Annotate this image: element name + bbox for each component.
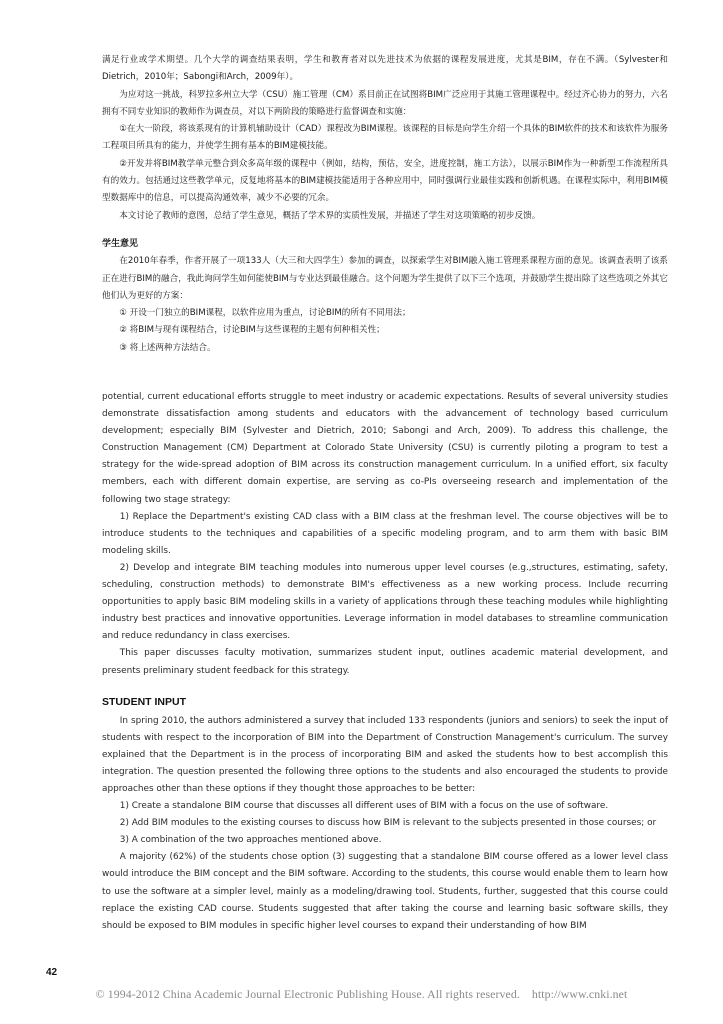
chinese-section bbox=[102, 52, 668, 225]
section-heading-student-input: STUDENT INPUT bbox=[102, 695, 186, 708]
en-paragraph: A majority (62%) of the students chose option (3) suggesting that a standalone BIM course offered as a lower level class would introduce the BIM concept and the BIM software. According to the students, this course would enable them to learn how to use the software at a simpler level, mainly as a modeling/drawing tool. Students, further, suggested that this course could replace the existing CAD course. Students suggested that after taking the course and learning basic software skills, they should be exposed to BIM modules in specific higher level courses to expand their understanding of how BIM bbox=[102, 852, 668, 931]
zh-paragraph: ①在大一阶段，将该系现有的计算机辅助设计（CAD）课程改为BIM课程。该课程的目标是向学生介绍一个具体的BIM软件的技术和该软件为服务工程项目所具有的能力，并使学生拥有基本的BIM建模技能。 bbox=[102, 124, 668, 152]
zh-paragraph: 满足行业或学术期望。几个大学的调查结果表明，学生和教育者对以先进技术为依据的课程发展进度，尤其是BIM，存在不满。（Sylvester和Dietrich，2010年；Sabongi和Arch，2009年）。 bbox=[102, 55, 668, 83]
page-number: 42 bbox=[46, 967, 58, 978]
copyright-text: © 1994-2012 China Academic Journal Electronic Publishing House. All rights reserved. bbox=[95, 987, 520, 1001]
zh-paragraph: 为应对这一挑战，科罗拉多州立大学（CSU）施工管理（CM）系目前正在试图将BIM广泛应用于其施工管理课程中。经过齐心协力的努力，六名拥有不同专业知识的教师作为调查员，对以下两阶段的策略进行监督调查和实施： bbox=[102, 89, 668, 117]
en-paragraph: potential, current educational efforts struggle to meet industry or academic expectations. Results of several university studies demonstrate dissatisfaction among students and educators with the advancement of technology based curriculum development; especially BIM (Sylvester and Dietrich, 2010; Sabongi and Arch, 2009). To address this challenge, the Construction Management (CM) Department at Colorado State University (CSU) is currently piloting a program to test a strategy for the wide-spread adoption of BIM across its construction management curriculum. In a unified effort, six faculty members, each with different domain expertise, are serving as co-PIs overseeing research and implementation of the following two stage strategy: bbox=[102, 392, 668, 505]
zh-option: ② 将BIM与现有课程结合，讨论BIM与这些课程的主题有何种相关性； bbox=[119, 325, 385, 336]
footer-url[interactable]: http://www.cnki.net bbox=[531, 987, 628, 1001]
en-paragraph: 2) Develop and integrate BIM teaching modules into numerous upper level courses (e.g.,structures, estimating, safety, scheduling, construction methods) to demonstrate BIM's effectiveness as a new working process. Include recurring opportunities to apply basic BIM modeling skills in a variety of applications through these teaching modules while highlighting industry best practices and innovative opportunities. Leverage information in model databases to streamline communication and reduce redundancy in class exercises. bbox=[102, 562, 668, 642]
zh-option: ① 开设一门独立的BIM课程，以软件应用为重点，讨论BIM的所有不同用法； bbox=[119, 308, 411, 319]
zh-option: ③ 将上述两种方法结合。 bbox=[119, 342, 216, 353]
en-option: 1) Create a standalone BIM course that discusses all different uses of BIM with a focus on the use of software. bbox=[119, 801, 609, 812]
en-paragraph: This paper discusses faculty motivation, summarizes student input, outlines academic material development, and presents preliminary student feedback for this strategy. bbox=[102, 648, 668, 676]
en-option: 2) Add BIM modules to the existing courses to discuss how BIM is relevant to the subjects presented in those courses; or bbox=[119, 818, 657, 829]
copyright-footer bbox=[0, 987, 723, 1002]
zh-paragraph: 本文讨论了教师的意图，总结了学生意见，概括了学术界的实质性发展，并描述了学生对这项策略的初步反馈。 bbox=[119, 210, 541, 221]
zh-paragraph: 在2010年春季，作者开展了一项133人（大三和大四学生）参加的调查，以探索学生对BIM融入施工管理系课程方面的意见。该调查表明了该系正在进行BIM的融合，我此询问学生如何能使BIM与专业达到最佳融合。这个问题为学生提供了以下三个选项，并鼓励学生提出除了这些选项之外其它他们认为更好的方案： bbox=[102, 256, 668, 301]
en-option: 3) A combination of the two approaches mentioned above. bbox=[119, 835, 382, 846]
en-paragraph: In spring 2010, the authors administered a survey that included 133 respondents (juniors and seniors) to seek the input of students with respect to the incorporation of BIM into the Department of Construction Management's curriculum. The survey explained that the Department is in the process of incorporating BIM and asked the students how to best accomplish this integration. The question presented the following three options to the students and also encouraged the students to provide approaches other than these options if they thought those approaches to be better: bbox=[102, 715, 668, 794]
en-paragraph: 1) Replace the Department's existing CAD class with a BIM class at the freshman level. The course objectives will be to introduce students to the techniques and capabilities of a specific modeling program, and to arm them with basic BIM modeling skills. bbox=[102, 511, 668, 556]
chinese-student-input bbox=[102, 236, 668, 357]
english-section bbox=[102, 389, 668, 935]
zh-paragraph: ②开发并将BIM教学单元整合到众多高年级的课程中（例如，结构，预估，安全，进度控制，施工方法），以展示BIM作为一种新型工作流程所具有的效力。包括通过这些教学单元，反复地将基本的BIM建模技能适用于各种应用中，同时强调行业最佳实践和创新机遇。在课程实际中，利用BIM模型数据库中的信息，可以提高沟通效率，减少不必要的冗余。 bbox=[102, 158, 668, 204]
zh-section-heading: 学生意见 bbox=[102, 239, 139, 249]
